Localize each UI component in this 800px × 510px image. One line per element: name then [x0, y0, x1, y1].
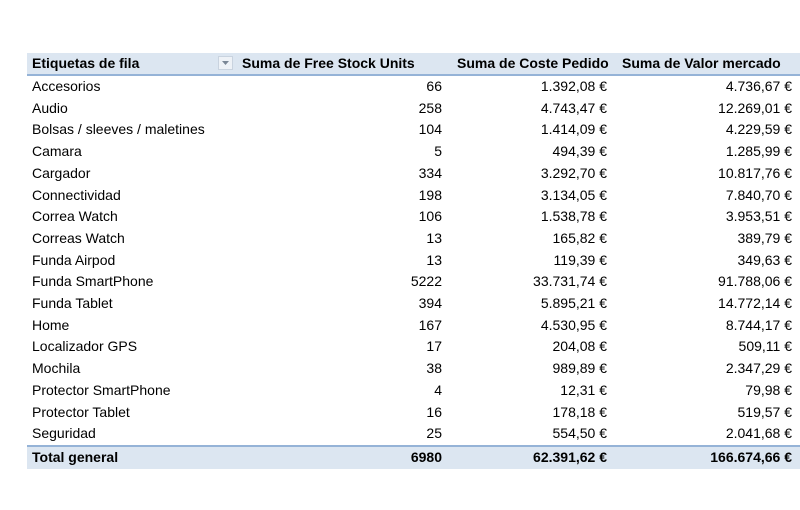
table-row	[27, 185, 800, 207]
coste-pedido-cell[interactable]: 3.134,05 €	[540, 186, 607, 203]
row-label-cell[interactable]: Funda Tablet	[32, 295, 113, 312]
table-row	[27, 119, 800, 141]
row-label-cell[interactable]: Mochila	[32, 360, 81, 377]
row-label-cell[interactable]: Connectividad	[32, 186, 121, 203]
row-label-cell[interactable]: Protector SmartPhone	[32, 381, 171, 398]
coste-pedido-cell[interactable]: 4.530,95 €	[540, 316, 607, 333]
row-label-cell[interactable]: Accesorios	[32, 78, 101, 94]
free-stock-units-cell[interactable]: 38	[426, 360, 442, 377]
table-row	[27, 250, 800, 272]
coste-pedido-cell[interactable]: 1.392,08 €	[540, 78, 607, 94]
valor-mercado-cell[interactable]: 2.041,68 €	[725, 425, 792, 442]
row-label-cell[interactable]: Correas Watch	[32, 229, 125, 246]
valor-mercado-cell[interactable]: 4.229,59 €	[725, 121, 792, 138]
row-label-cell[interactable]: Funda SmartPhone	[32, 273, 154, 290]
valor-mercado-cell[interactable]: 4.736,67 €	[725, 78, 792, 94]
valor-mercado-cell[interactable]: 1.285,99 €	[725, 143, 792, 160]
table-row	[27, 141, 800, 163]
total-valor-mercado: 166.674,66 €	[617, 446, 800, 469]
valor-mercado-cell[interactable]: 7.840,70 €	[725, 186, 792, 203]
coste-pedido-cell[interactable]: 119,39 €	[553, 251, 607, 268]
table-row	[27, 380, 800, 402]
free-stock-units-cell[interactable]: 25	[426, 425, 442, 442]
row-label-cell[interactable]: Cargador	[32, 164, 91, 181]
valor-mercado-header[interactable]: Suma de Valor mercado	[617, 53, 800, 75]
total-row	[27, 446, 800, 469]
valor-mercado-cell[interactable]: 79,98 €	[745, 381, 792, 398]
header-row	[27, 53, 800, 75]
valor-mercado-cell[interactable]: 3.953,51 €	[725, 208, 792, 225]
row-label-cell[interactable]: Correa Watch	[32, 208, 118, 225]
row-labels-header[interactable]	[27, 53, 237, 75]
free-stock-units-cell[interactable]: 394	[418, 295, 442, 312]
free-stock-units-header[interactable]: Suma de Free Stock Units	[237, 53, 452, 75]
coste-pedido-cell[interactable]: 494,39 €	[552, 143, 607, 160]
total-coste-pedido: 62.391,62 €	[452, 446, 617, 469]
free-stock-units-cell[interactable]: 167	[418, 316, 442, 333]
row-label-cell[interactable]: Home	[32, 316, 70, 333]
total-label: Total general	[27, 446, 237, 469]
free-stock-units-cell[interactable]: 66	[426, 78, 442, 94]
row-label-cell[interactable]: Funda Airpod	[32, 251, 116, 268]
total-free-stock-units: 6980	[237, 446, 452, 469]
table-row	[27, 315, 800, 337]
free-stock-units-cell[interactable]: 16	[426, 403, 442, 420]
coste-pedido-cell[interactable]: 12,31 €	[560, 381, 607, 398]
row-label-cell[interactable]: Localizador GPS	[32, 338, 138, 355]
coste-pedido-cell[interactable]: 178,18 €	[552, 403, 607, 420]
valor-mercado-cell[interactable]: 10.817,76 €	[718, 164, 792, 181]
table-row	[27, 358, 800, 380]
free-stock-units-cell[interactable]: 198	[418, 186, 442, 203]
table-row	[27, 75, 800, 98]
free-stock-units-cell[interactable]: 5222	[410, 273, 442, 290]
valor-mercado-cell[interactable]: 2.347,29 €	[725, 360, 792, 377]
pivot-body	[27, 75, 800, 446]
filter-dropdown-icon[interactable]	[218, 56, 233, 70]
table-row	[27, 423, 800, 446]
coste-pedido-header[interactable]: Suma de Coste Pedido	[452, 53, 617, 75]
valor-mercado-cell[interactable]: 389,79 €	[737, 229, 792, 246]
free-stock-units-cell[interactable]: 13	[426, 229, 442, 246]
table-row	[27, 271, 800, 293]
table-row	[27, 206, 800, 228]
free-stock-units-cell[interactable]: 17	[426, 338, 442, 355]
row-label-cell[interactable]: Seguridad	[32, 425, 96, 442]
table-row	[27, 228, 800, 250]
coste-pedido-cell[interactable]: 4.743,47 €	[540, 99, 607, 116]
table-row	[27, 336, 800, 358]
free-stock-units-cell[interactable]: 5	[434, 143, 442, 160]
row-label-cell[interactable]: Camara	[32, 143, 82, 160]
row-label-cell[interactable]: Bolsas / sleeves / maletines	[32, 121, 205, 138]
table-row	[27, 98, 800, 120]
coste-pedido-cell[interactable]: 3.292,70 €	[540, 164, 607, 181]
coste-pedido-cell[interactable]: 989,89 €	[552, 360, 607, 377]
free-stock-units-cell[interactable]: 334	[418, 164, 442, 181]
coste-pedido-cell[interactable]: 5.895,21 €	[540, 295, 607, 312]
row-label-cell[interactable]: Audio	[32, 99, 68, 116]
table-row	[27, 293, 800, 315]
valor-mercado-cell[interactable]: 519,57 €	[737, 403, 792, 420]
valor-mercado-cell[interactable]: 8.744,17 €	[725, 316, 792, 333]
coste-pedido-cell[interactable]: 165,82 €	[552, 229, 607, 246]
row-labels-header-label: Etiquetas de fila	[32, 55, 140, 71]
row-label-cell[interactable]: Protector Tablet	[32, 403, 130, 420]
coste-pedido-cell[interactable]: 33.731,74 €	[533, 273, 607, 290]
valor-mercado-cell[interactable]: 349,63 €	[737, 251, 792, 268]
coste-pedido-cell[interactable]: 1.414,09 €	[540, 121, 607, 138]
coste-pedido-cell[interactable]: 554,50 €	[552, 425, 607, 442]
coste-pedido-cell[interactable]: 1.538,78 €	[540, 208, 607, 225]
valor-mercado-cell[interactable]: 91.788,06 €	[718, 273, 792, 290]
free-stock-units-cell[interactable]: 258	[418, 99, 442, 116]
table-row	[27, 402, 800, 424]
free-stock-units-cell[interactable]: 4	[434, 381, 442, 398]
valor-mercado-cell[interactable]: 12.269,01 €	[718, 99, 792, 116]
free-stock-units-cell[interactable]: 106	[418, 208, 442, 225]
pivot-table	[27, 53, 800, 469]
coste-pedido-cell[interactable]: 204,08 €	[552, 338, 607, 355]
valor-mercado-cell[interactable]: 509,11 €	[738, 338, 792, 355]
free-stock-units-cell[interactable]: 104	[418, 121, 442, 138]
valor-mercado-cell[interactable]: 14.772,14 €	[718, 295, 792, 312]
free-stock-units-cell[interactable]: 13	[426, 251, 442, 268]
table-row	[27, 163, 800, 185]
